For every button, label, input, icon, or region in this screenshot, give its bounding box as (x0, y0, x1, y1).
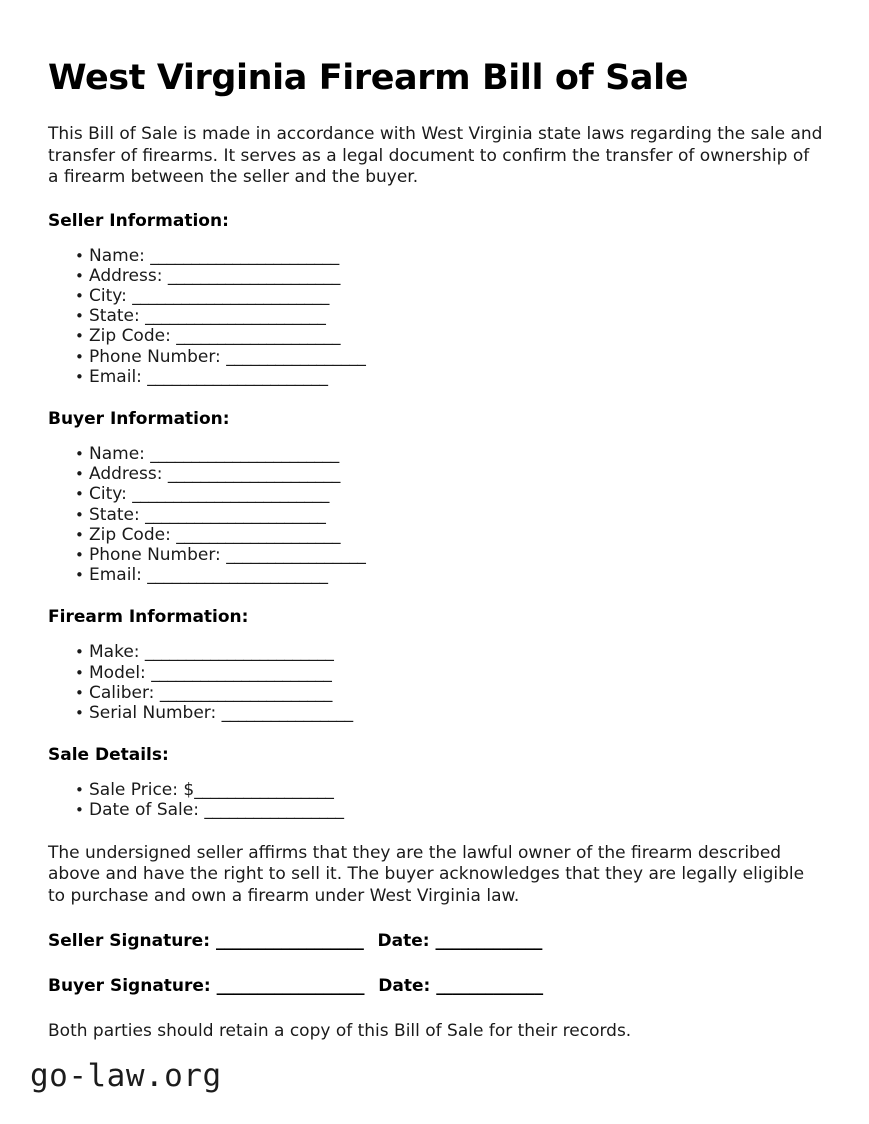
firearm-make-label: Make: (89, 642, 145, 663)
seller-address-blank[interactable]: _____________________ (167, 265, 341, 286)
seller-date-label: Date: (377, 931, 436, 952)
seller-information-heading: Seller Information: (48, 210, 229, 231)
seller-signature-label: Seller Signature: (48, 931, 216, 952)
sale-date-blank[interactable]: _________________ (204, 800, 344, 821)
list-item (48, 367, 823, 387)
seller-name-label: Name: (89, 245, 151, 266)
firearm-serial-label: Serial Number: (89, 702, 222, 723)
buyer-zip-label: Zip Code: (89, 524, 177, 545)
list-item (48, 800, 823, 820)
seller-zip-blank[interactable]: ____________________ (176, 326, 341, 347)
seller-state-label: State: (89, 306, 146, 327)
list-item (48, 505, 823, 525)
buyer-state-label: State: (89, 504, 146, 525)
firearm-model-label: Model: (89, 662, 152, 683)
seller-email-blank[interactable]: ______________________ (147, 366, 328, 387)
list-item (48, 780, 823, 800)
list-item (48, 642, 823, 662)
seller-email-label: Email: (89, 366, 148, 387)
list-item (48, 663, 823, 683)
page-title: West Virginia Firearm Bill of Sale (48, 58, 689, 98)
list-item (48, 484, 823, 504)
buyer-state-blank[interactable]: ______________________ (145, 504, 326, 525)
buyer-field-list (48, 444, 823, 585)
seller-signature-row (48, 931, 823, 952)
affirmation-paragraph: The undersigned seller affirms that they are the lawful owner of the firearm described above and have the right to sell it. The buyer acknowledges that they are legally eligible to purchase and own a firearm under West Virginia law. (48, 842, 805, 906)
list-item (48, 683, 823, 703)
firearm-serial-blank[interactable]: ________________ (221, 702, 353, 723)
list-item (48, 326, 823, 346)
sale-field-list (48, 780, 823, 820)
buyer-address-label: Address: (89, 464, 168, 485)
buyer-phone-blank[interactable]: _________________ (226, 544, 366, 565)
firearm-caliber-label: Caliber: (89, 682, 160, 703)
seller-signature-blank[interactable]: __________________ (215, 931, 364, 952)
buyer-zip-blank[interactable]: ____________________ (176, 524, 341, 545)
firearm-make-blank[interactable]: _______________________ (144, 642, 334, 663)
buyer-name-label: Name: (89, 443, 151, 464)
buyer-signature-row (48, 976, 823, 997)
buyer-information-heading: Buyer Information: (48, 408, 230, 429)
document-content (48, 56, 823, 1043)
buyer-email-blank[interactable]: ______________________ (147, 565, 328, 586)
list-item (48, 266, 823, 286)
seller-city-label: City: (89, 285, 133, 306)
sale-price-label: Sale Price: $ (89, 780, 195, 801)
buyer-city-blank[interactable]: ________________________ (132, 484, 330, 505)
seller-name-blank[interactable]: _______________________ (150, 245, 339, 266)
list-item (48, 444, 823, 464)
seller-date-blank[interactable]: _____________ (435, 931, 543, 952)
buyer-signature-label: Buyer Signature: (48, 976, 217, 997)
sale-price-blank[interactable]: _________________ (194, 780, 334, 801)
firearm-caliber-blank[interactable]: _____________________ (159, 682, 333, 703)
seller-city-blank[interactable]: ________________________ (132, 285, 330, 306)
buyer-address-blank[interactable]: _____________________ (167, 464, 341, 485)
list-item (48, 525, 823, 545)
retention-paragraph: Both parties should retain a copy of this Bill of Sale for their records. (48, 1021, 632, 1042)
seller-address-label: Address: (89, 265, 168, 286)
seller-field-list (48, 246, 823, 387)
site-watermark: go-law.org (30, 1058, 222, 1094)
list-item (48, 703, 823, 723)
list-item (48, 286, 823, 306)
list-item (48, 306, 823, 326)
list-item (48, 545, 823, 565)
buyer-name-blank[interactable]: _______________________ (150, 443, 339, 464)
list-item (48, 347, 823, 367)
buyer-date-label: Date: (378, 976, 437, 997)
list-item (48, 464, 823, 484)
seller-zip-label: Zip Code: (89, 326, 177, 347)
seller-phone-label: Phone Number: (89, 346, 227, 367)
intro-paragraph: This Bill of Sale is made in accordance with West Virginia state laws regarding the sale and transfer of firearms. It serves as a legal document to confirm the transfer of ownership of a firearm between the seller and the buyer. (48, 124, 823, 187)
sale-details-heading: Sale Details: (48, 745, 169, 766)
buyer-email-label: Email: (89, 565, 148, 586)
firearm-field-list (48, 642, 823, 723)
sale-date-label: Date of Sale: (89, 800, 205, 821)
buyer-city-label: City: (89, 484, 133, 505)
list-item (48, 565, 823, 585)
list-item (48, 246, 823, 266)
buyer-signature-blank[interactable]: __________________ (216, 976, 365, 997)
seller-state-blank[interactable]: ______________________ (145, 306, 326, 327)
firearm-model-blank[interactable]: ______________________ (151, 662, 332, 683)
seller-phone-blank[interactable]: _________________ (226, 346, 366, 367)
buyer-phone-label: Phone Number: (89, 544, 227, 565)
buyer-date-blank[interactable]: _____________ (436, 976, 543, 997)
firearm-information-heading: Firearm Information: (48, 607, 249, 628)
